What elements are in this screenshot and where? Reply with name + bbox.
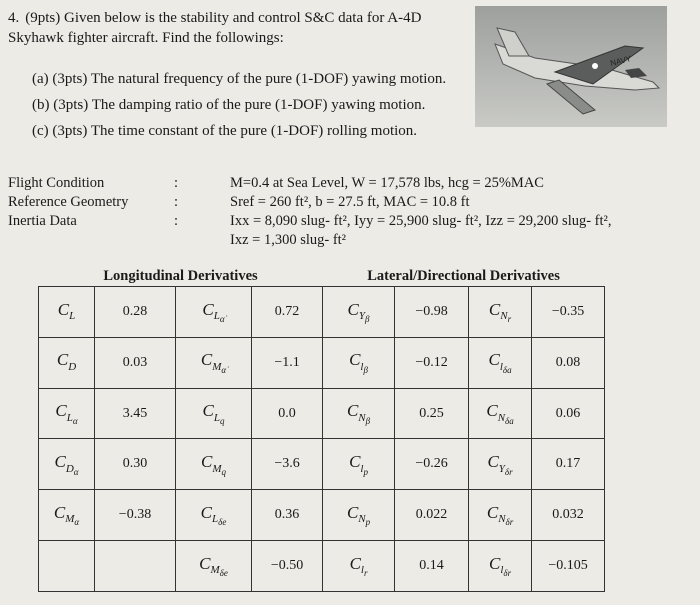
derivative-value <box>95 541 176 592</box>
problem-number: 4. <box>8 10 20 26</box>
reference-geometry-label: Reference Geometry <box>8 194 129 210</box>
derivative-value: −3.6 <box>252 439 323 490</box>
derivative-symbol: $C_{D_\alpha}$ <box>39 439 95 490</box>
derivative-value: −0.50 <box>252 541 323 592</box>
reference-geometry-value: Sref = 260 ft², b = 27.5 ft, MAC = 10.8 ft <box>230 194 470 210</box>
derivative-symbol: $C_{l_\beta}$ <box>323 337 395 388</box>
derivative-value: −0.12 <box>395 337 469 388</box>
inertia-data-value-2: Ixz = 1,300 slug- ft² <box>230 232 347 248</box>
derivative-value: 0.30 <box>95 439 176 490</box>
aircraft-photo <box>475 6 667 127</box>
derivative-value: 0.72 <box>252 287 323 338</box>
table-row <box>39 287 605 338</box>
derivative-value: 0.28 <box>95 287 176 338</box>
derivative-value: 0.14 <box>395 541 469 592</box>
derivative-symbol: $C_{l_r}$ <box>323 541 395 592</box>
skyhawk-jet-icon <box>475 6 667 127</box>
inertia-data-label: Inertia Data <box>8 213 77 229</box>
table-row <box>39 337 605 388</box>
part-c: (c) (3pts) The time constant of the pure (1-DOF) rolling motion. <box>32 123 418 139</box>
derivative-value: 0.06 <box>532 388 605 439</box>
flight-condition-label: Flight Condition <box>8 175 105 191</box>
derivative-symbol: $C_{M_q}$ <box>176 439 252 490</box>
lateral-directional-header: Lateral/Directional Derivatives <box>367 267 560 284</box>
table-row <box>39 388 605 439</box>
problem-parts <box>32 66 446 144</box>
derivative-symbol: $C_{l_{\delta a}}$ <box>469 337 532 388</box>
derivative-value: −0.38 <box>95 490 176 541</box>
derivative-symbol: $C_{M_{\delta e}}$ <box>176 541 252 592</box>
table-row <box>39 541 605 592</box>
inertia-data-value: Ixx = 8,090 slug- ft², Iyy = 25,900 slug- ft², Izz = 29,200 slug- ft², <box>230 213 612 229</box>
derivative-symbol: $C_{N_\beta}$ <box>323 388 395 439</box>
derivative-value: −0.35 <box>532 287 605 338</box>
problem-title: (9pts) Given below is the stability and control S&C data for A-4D Skyhawk fighter aircraft. Find the followings: <box>8 10 422 46</box>
derivative-value: 0.032 <box>532 490 605 541</box>
derivative-value: 0.08 <box>532 337 605 388</box>
derivative-value: 0.022 <box>395 490 469 541</box>
part-b: (b) (3pts) The damping ratio of the pure (1-DOF) yawing motion. <box>32 97 426 113</box>
derivative-value: 0.03 <box>95 337 176 388</box>
derivatives-table <box>38 266 605 592</box>
derivative-value: 0.17 <box>532 439 605 490</box>
problem-statement <box>8 8 468 48</box>
derivative-symbol: $C_{L_{\alphȧ}}$ <box>176 287 252 338</box>
derivative-symbol: $C_D$ <box>39 337 95 388</box>
derivative-value: 0.36 <box>252 490 323 541</box>
derivative-symbol: $C_{Y_\beta}$ <box>323 287 395 338</box>
table-row <box>39 490 605 541</box>
derivative-value: 3.45 <box>95 388 176 439</box>
flight-condition-value: M=0.4 at Sea Level, W = 17,578 lbs, hcg = 25%MAC <box>230 175 544 191</box>
derivative-symbol: $C_{L_\alpha}$ <box>39 388 95 439</box>
derivative-symbol: $C_{l_p}$ <box>323 439 395 490</box>
derivative-value: −0.105 <box>532 541 605 592</box>
derivative-symbol: $C_{N_{\delta a}}$ <box>469 388 532 439</box>
derivative-symbol: $C_{L_q}$ <box>176 388 252 439</box>
derivative-symbol: $C_{M_\alpha}$ <box>39 490 95 541</box>
derivative-symbol: $C_{Y_{\delta r}}$ <box>469 439 532 490</box>
longitudinal-header: Longitudinal Derivatives <box>103 267 258 284</box>
derivative-symbol: $C_{N_{\delta r}}$ <box>469 490 532 541</box>
derivative-value: −0.26 <box>395 439 469 490</box>
part-a: (a) (3pts) The natural frequency of the pure (1-DOF) yawing motion. <box>32 71 447 87</box>
derivative-symbol <box>39 541 95 592</box>
derivative-symbol: $C_{L_{\delta e}}$ <box>176 490 252 541</box>
derivative-value: −1.1 <box>252 337 323 388</box>
derivative-symbol: $C_{M_{\alphȧ}}$ <box>176 337 252 388</box>
derivative-symbol: $C_{N_p}$ <box>323 490 395 541</box>
derivative-value: 0.25 <box>395 388 469 439</box>
table-header-row <box>39 266 605 287</box>
derivative-value: 0.0 <box>252 388 323 439</box>
derivative-symbol: $C_{N_r}$ <box>469 287 532 338</box>
table-row <box>39 439 605 490</box>
navy-marking: NAVY <box>609 54 633 68</box>
derivative-value: −0.98 <box>395 287 469 338</box>
derivative-symbol: $C_L$ <box>39 287 95 338</box>
derivative-symbol: $C_{l_{\delta r}}$ <box>469 541 532 592</box>
